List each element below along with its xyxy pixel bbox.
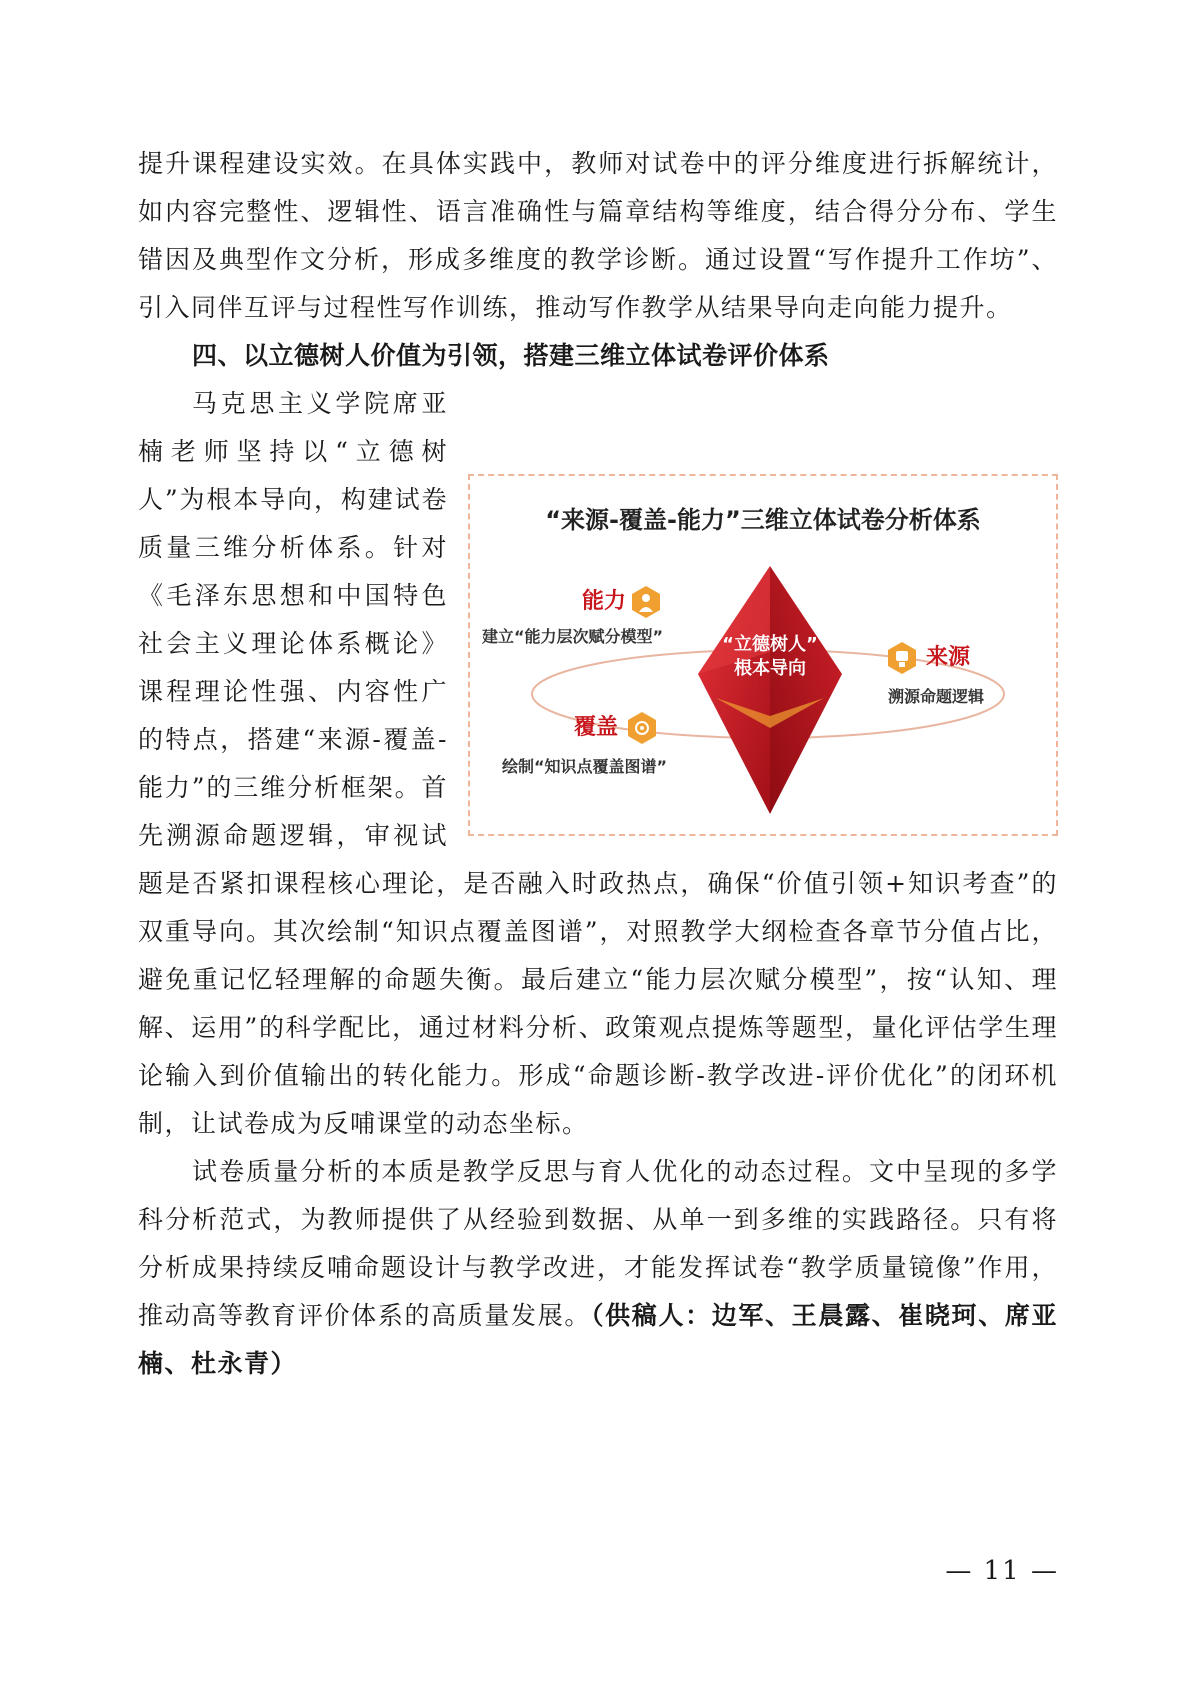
paragraph-2 (138, 380, 1058, 1148)
source-label: 来源 (926, 645, 971, 670)
paragraph-2-text: 马克思主义学院席亚楠老师坚持以“立德树人”为根本导向，构建试卷质量三维分析体系。针对《毛泽东思想和中国特色社会主义理论体系概论》课程理论性强、内容性广的特点，搭建“来源-覆盖-能力”的三维分析框架。首先溯源命题逻辑，审视试题是否紧扣课程核心理论，是否融入时政热点，确保“价值引领+知识考查”的双重导向。其次绘制“知识点覆盖图谱”，对照教学大纲检查各章节分值占比，避免重记忆轻理解的命题失衡。最后建立“能力层次赋分模型”，按“认知、理解、运用”的科学配比，通过材料分析、政策观点提炼等题型，量化评估学生理论输入到价值输出的转化能力。形成“命题诊断-教学改进-评价优化”的闭环机制，让试卷成为反哺课堂的动态坐标。 (138, 389, 1058, 1138)
source-desc: 溯源命题逻辑 (888, 687, 985, 706)
paragraph-3-text: 试卷质量分析的本质是教学反思与育人优化的动态过程。文中呈现的多学科分析范式，为教师提供了从经验到数据、从单一到多维的实践路径。只有将分析成果持续反哺命题设计与教学改进，才能发挥试卷“教学质量镜像”作用，推动高等教育评价体系的高质量发展。 (138, 1157, 1058, 1330)
center-line-1: “立德树人” (722, 634, 818, 655)
ability-desc: 建立“能力层次赋分模型” (482, 627, 664, 646)
section-heading: 四、以立德树人价值为引领，搭建三维立体试卷评价体系 (192, 341, 830, 370)
paragraph-3 (138, 1148, 1058, 1388)
page-number: — 11 — (945, 1556, 1059, 1586)
document-body (138, 140, 1058, 1388)
figure-spacer (448, 476, 1058, 844)
coverage-label: 覆盖 (574, 715, 619, 740)
paragraph-2-wrapper (138, 380, 1058, 1148)
author-credit: （供稿人：边军、王晨露、崔晓珂、席亚楠、杜永青） (138, 1301, 1058, 1378)
paragraph-1: 提升课程建设实效。在具体实践中，教师对试卷中的评分维度进行拆解统计，如内容完整性、逻辑性、语言准确性与篇章结构等维度，结合得分分布、学生错因及典型作文分析，形成多维度的教学诊断。通过设置“写作提升工作坊”、引入同伴互评与过程性写作训练，推动写作教学从结果导向走向能力提升。 (138, 149, 1058, 322)
center-line-2: 根本导向 (734, 658, 806, 679)
ability-label: 能力 (582, 589, 627, 614)
coverage-desc: 绘制“知识点覆盖图谱” (502, 757, 668, 776)
figure-title: “来源-覆盖-能力”三维立体试卷分析体系 (545, 506, 981, 534)
